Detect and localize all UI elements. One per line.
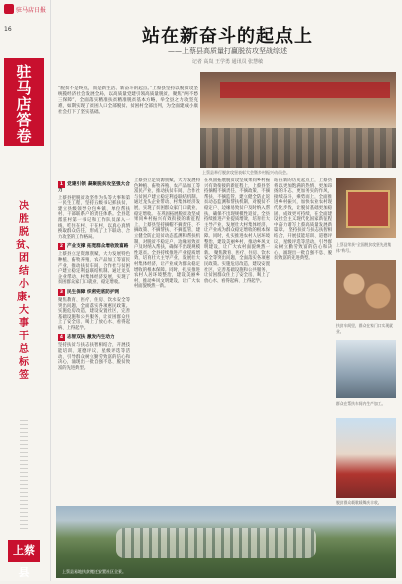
column-divider	[50, 0, 51, 581]
column-body: 上蔡县立足资源禀赋，大力发展特色种植、畜牧养殖、农产品加工等富民产业，推动扶贫车间、合作社与贫困户建立稳定利益联结机制。通过龙头企业带动、村集体经济发展，实现了贫困群众家门口就业、稳定增收。	[134, 178, 200, 217]
section-heading	[58, 289, 130, 296]
decorative-dots	[20, 420, 28, 530]
housing-community	[116, 528, 316, 558]
section-title-text: 产业支撑 拓宽群众增收致富路	[67, 244, 129, 250]
factory-photo	[336, 340, 396, 398]
county-tag: 上蔡县	[8, 540, 40, 562]
award-photo	[336, 178, 396, 238]
photo-caption: 扶贫车间里，群众在家门口实现就业。	[336, 323, 393, 334]
page-number: 16	[4, 26, 12, 33]
lead-photo-caption: 上蔡县举行脱贫攻坚表彰大会暨乡村振兴动员会。	[202, 170, 290, 175]
column-body: 聚焦教育、医疗、住房、饮水安全等突出问题，全面落实各项惠民政策。实施危房改造，建设安置社区，完善基础设施和公共服务，让贫困群众住上了安全房、喝上了放心水、看得起病、上得起学。	[204, 250, 270, 284]
section-title-text: 民生保障 织密兜底防护网	[67, 289, 120, 295]
text-column-2	[134, 178, 200, 500]
section-title: 驻马店答卷	[16, 63, 32, 145]
photo-banner	[220, 82, 390, 98]
logo-mark	[4, 4, 14, 14]
section-number: 1	[59, 182, 64, 187]
text-column-3	[204, 178, 270, 500]
left-sidebar	[0, 0, 50, 581]
article-subhead: ——上蔡县高质量打赢脱贫攻坚战综述	[168, 47, 287, 55]
column-body: 在巩固拓展脱贫攻坚成果同乡村振兴有效衔接的新征程上，上蔡县坚持摘帽不摘责任、不摘政策、不摘帮扶、不摘监管，建立健全防止返贫动态监测和帮扶机制，对脱贫不稳定户、边缘易致贫户及时纳入帮扶，确保不出现规模性返贫。全县持续推进产业提质增效，培育壮大主导产业，发展壮大村集体经济，让产业成为群众稳定增收的根本保障。同时，扎实推进农村人居环境整治，建设美丽乡村，推动乡风文明建设，让广大农村面貌焕然一新。	[134, 211, 200, 290]
article-lead: “脱贫不是终点，而是新生活、新奋斗的起点。”上蔡县坚持以脱贫攻坚统揽经济社会发展全局，以高质量党建引领高质量脱贫，聚焦“两不愁三保障”，全面落实精准扶贫精准脱贫基本方略，举全县之力攻坚克难，如期实现了贫困人口全部脱贫、贫困村全部出列，为全面建成小康社会打下了坚实基础。	[58, 86, 198, 115]
article-byline: 记者 高岚 王学勇 通讯员 张慧敏	[191, 59, 264, 65]
section-heading	[58, 181, 130, 194]
photo-crowd	[200, 128, 396, 168]
masthead-logo	[4, 4, 46, 16]
celebration-photo	[336, 418, 396, 498]
section-number: 2	[59, 244, 64, 250]
section-title-text: 志智双扶 激发内生动力	[67, 335, 115, 341]
column-body: 在巩固拓展脱贫攻坚成果同乡村振兴有效衔接的新征程上，上蔡县坚持摘帽不摘责任、不摘政策、不摘帮扶、不摘监管，建立健全防止返贫动态监测和帮扶机制，对脱贫不稳定户、边缘易致贫户及时纳入帮扶，确保不出现规模性返贫。全县持续推进产业提质增效，培育壮大主导产业，发展壮大村集体经济，让产业成为群众稳定增收的根本保障。同时，扎实推进农村人居环境整治，建设美丽乡村，推动乡风文明建设，让广大农村面貌焕然一新。	[204, 178, 270, 256]
section-body: 上蔡县把脱贫攻坚作为头等大事和第一民生工程，坚持五级书记抓扶贫，建立县级领导分包乡镇、单位帮扶村、干部联系户的责任体系。全县选派驻村第一书记和工作队员深入一线，吃住在村、干在村，以真心真情换取群众信任，形成了上下联动、合力攻坚的工作格局。	[58, 195, 130, 240]
logo-text: 驻马店日报	[16, 7, 47, 14]
section-body: 坚持扶贫与扶志扶智相结合，开展技能培训、道德评议、星级评选等活动，引导群众树立勤劳致富的信心和决心，涌现出一批自强不息、脱贫致富的先进典型。	[58, 343, 130, 371]
section-body: 聚焦教育、医疗、住房、饮水安全等突出问题，全面落实各项惠民政策。实施危房改造，建设安置社区，完善基础设施和公共服务，让贫困群众住上了安全房、喝上了放心水、看得起病、上得起学。	[58, 297, 130, 331]
column-body: 站在新的历史起点上，上蔡县将以更加饱满的热情、更加昂扬的斗志、更加务实的作风，接续奋斗，乘势而上，全面推进乡村振兴，加快农业农村现代化步伐，让脱贫基础更加稳固、成效更可持续，在全面建设社会主义现代化国家新征程中奋力谱写上蔡高质量发展新篇章。	[274, 178, 332, 234]
photo-caption: 群众在帮扶车间内生产加工。	[336, 401, 386, 406]
lead-photo	[200, 72, 396, 168]
column-body: 坚持扶贫与扶志扶智相结合，开展技能培训、道德评议、星级评选等活动，引导群众树立勤劳致富的信心和决心，涌现出一批自强不息、脱贫致富的先进典型。	[274, 228, 332, 262]
photo-caption: 脱贫群众载歌载舞庆丰收。	[336, 500, 382, 505]
section-subtitle: 决胜脱贫、团结小康·大事干总标签	[16, 201, 36, 381]
section-number: 3	[59, 289, 64, 295]
article-headline: 站在新奋斗的起点上	[142, 26, 313, 47]
workshop-photo	[336, 260, 396, 320]
section-body: 上蔡县立足资源禀赋，大力发展特色种植、畜牧养殖、农产品加工等富民产业，推动扶贫车间、合作社与贫困户建立稳定利益联结机制。通过龙头企业带动、村集体经济发展，实现了贫困群众家门口就业、稳定增收。	[58, 252, 130, 286]
text-column-1	[58, 178, 130, 500]
text-column-4	[274, 178, 332, 500]
section-title-text: 党建引领 凝聚脱贫攻坚强大合力	[58, 182, 130, 193]
aerial-photo-caption: 上蔡县易地扶贫搬迁安置社区全景。	[62, 569, 126, 574]
section-heading	[58, 243, 130, 250]
photo-caption: 上蔡县荣获“全国脱贫攻坚先进集体”称号。	[336, 242, 392, 253]
section-heading	[58, 334, 130, 341]
section-number: 4	[59, 335, 64, 341]
award-plaque	[346, 190, 390, 228]
aerial-photo	[56, 506, 396, 578]
